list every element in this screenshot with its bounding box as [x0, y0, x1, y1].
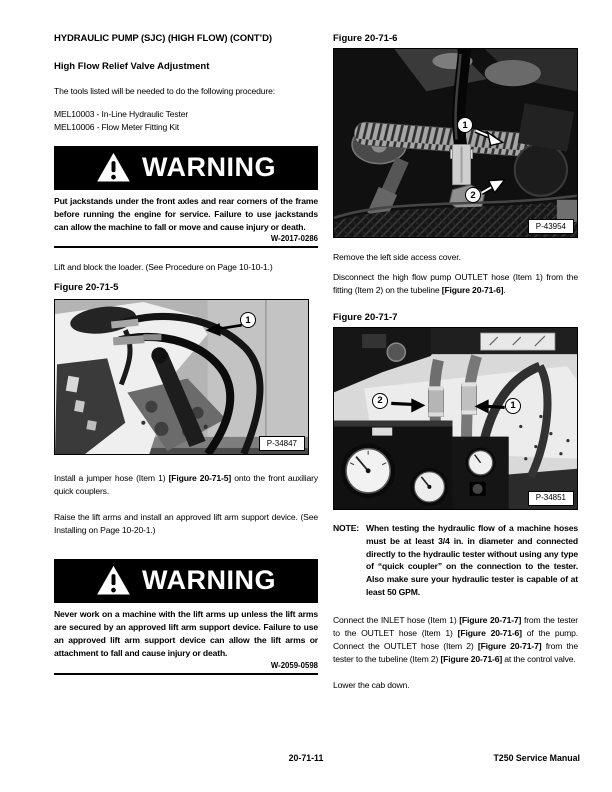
fitting: [143, 335, 161, 341]
warning-rule: [54, 673, 318, 675]
figure-6-photo: [333, 48, 578, 238]
photo-id-label: P-34847: [259, 436, 305, 451]
warning-code: W-2017-0286: [270, 234, 318, 244]
warning-title: WARNING: [142, 565, 276, 596]
note-body: When testing the hydraulic flow of a machine hoses must be at least 3/4 in. in diameter and connected directly to the hydraulic tester without using any type of “quick coupler” on the connection to the tester. Also make sure your hydraulic tester is capable of at least 50 GPM.: [366, 522, 578, 598]
warning-code: W-2059-0598: [270, 660, 318, 670]
figure-7-caption: Figure 20-71-7: [333, 311, 398, 323]
warning-body: Put jackstands under the front axles and rear corners of the frame before running the engine for service. Failure to use jackstands can allow the machine to fall or move and cause injury or death.: [54, 195, 318, 232]
note-label: NOTE:: [333, 522, 359, 533]
disconnect-paragraph: Disconnect the high flow pump OUTLET hose (Item 1) from the fitting (Item 2) on the tubeline [Figure 20-71-6].: [333, 271, 578, 295]
tool-item: MEL10006 - Flow Meter Fitting Kit: [54, 121, 179, 132]
callout-1: 1: [457, 117, 473, 133]
warning-triangle-icon: [96, 152, 131, 183]
subsection-heading: High Flow Relief Valve Adjustment: [54, 61, 210, 72]
manual-title: T250 Service Manual: [493, 753, 580, 763]
callout-1: 1: [505, 398, 521, 414]
callout-2: 2: [465, 187, 481, 203]
callout-2: 2: [372, 393, 388, 409]
section-heading: HYDRAULIC PUMP (SJC) (HIGH FLOW) (CONT’D): [54, 33, 272, 44]
lift-block-paragraph: Lift and block the loader. (See Procedure on Page 10-10-1.): [54, 262, 273, 273]
instruction-sticker: [481, 333, 555, 350]
warning-box-jackstands: [54, 146, 318, 249]
note-block: [333, 522, 578, 599]
pump-outlet-hose-illustration: [334, 49, 577, 237]
warning-box-lift-arms: [54, 559, 318, 675]
page-number: 20-71-11: [288, 753, 324, 763]
page-footer: [0, 753, 612, 767]
figure-6-caption: Figure 20-71-6: [333, 33, 398, 44]
raise-lift-arms-paragraph: Raise the lift arms and install an approved lift arm support device. (See Installing on Page 10-20-1.): [54, 512, 318, 536]
warning-triangle-icon: [96, 565, 131, 596]
warning-rule: [54, 246, 318, 248]
figure-5-caption: Figure 20-71-5: [54, 282, 119, 294]
figure-7-photo: [333, 327, 578, 510]
figure-5-photo: [54, 299, 309, 455]
hydraulic-tester-illustration: [334, 328, 577, 509]
install-jumper-paragraph: Install a jumper hose (Item 1) [Figure 20-71-5] onto the front auxiliary quick couplers.: [54, 473, 318, 497]
left-column: [54, 32, 318, 675]
warning-banner: [54, 146, 318, 190]
component: [515, 144, 567, 196]
lower-cab-paragraph: Lower the cab down.: [333, 679, 410, 690]
intro-paragraph: The tools listed will be needed to do the following procedure:: [54, 86, 275, 96]
warning-body: Never work on a machine with the lift arms up unless the lift arms are secured by an approved lift arm support device. Failure to use an approved lift arm support device can allow the lift arms or attachment to fall and cause injury or death.: [54, 608, 318, 658]
loader-front-hoses-illustration: [55, 300, 308, 454]
warning-title: WARNING: [142, 152, 276, 183]
fitting: [428, 388, 443, 416]
fitting: [462, 384, 477, 414]
photo-id-label: P-43954: [528, 219, 574, 234]
photo-id-label: P-34851: [528, 491, 574, 506]
remove-cover-paragraph: Remove the left side access cover.: [333, 252, 461, 262]
connect-paragraph: Connect the INLET hose (Item 1) [Figure 20-71-7] from the tester to the OUTLET hose (Item 1) [Figure 20-71-6] of the pump. Connect the OUTLET hose (Item 2) [Figure 20-71-7] from the tester to the tubeline (Item 2) [Figure 20-71-6] at the control valve.: [333, 615, 579, 664]
tool-item: MEL10003 - In-Line Hydraulic Tester: [54, 108, 189, 119]
callout-1: 1: [240, 312, 256, 328]
warning-banner: [54, 559, 318, 603]
tool-list: [54, 108, 318, 134]
right-column: [333, 32, 578, 692]
